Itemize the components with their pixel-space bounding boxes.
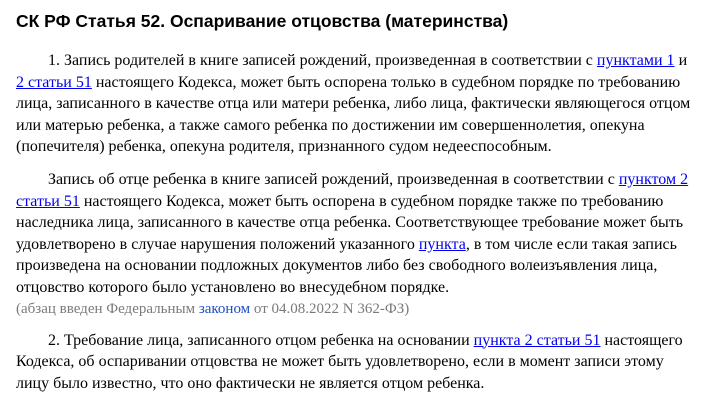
- paragraph-3: [16, 330, 692, 395]
- paragraph-2: [16, 169, 692, 299]
- paragraph-1-text-b: и: [674, 52, 688, 69]
- article-title: СК РФ Статья 52. Оспаривание отцовства (материнства): [16, 11, 509, 31]
- amendment-note-text-a: (абзац введен Федеральным: [16, 300, 199, 317]
- paragraph-2-text-b: настоящего Кодекса, может быть оспорена в судебном порядке также по требованию наследника лица, записанного в качестве отца ребенка. Соответствующее требование может быть удовлетворено в случае нарушения положений указанного: [16, 192, 684, 253]
- link-article-51-point-2[interactable]: 2 статьи 51: [16, 73, 92, 91]
- amendment-note: [16, 299, 692, 319]
- paragraph-3-text-b: настоящего Кодекса, об оспаривании отцовства не может быть удовлетворено, если в момент записи этому лицу было известно, что оно фактически не является отцом ребенка.: [16, 331, 683, 392]
- amendment-note-text-b: от 04.08.2022 N 362-ФЗ): [250, 300, 410, 317]
- paragraph-3-text-a: 2. Требование лица, записанного отцом ребенка на основании: [48, 331, 474, 349]
- paragraph-2-text-c: , в том числе если такая запись произведена на основании подложных документов либо без свободного волеизъявления лица, отцовство которого было установлено во внесудебном порядке.: [16, 235, 677, 296]
- paragraph-1-text-c: настоящего Кодекса, может быть оспорена только в судебном порядке по требованию лица, записанного в качестве отца или матери ребенка, либо лица, фактически являющегося отцом или матерью ребенка, а также самого ребенка по достижении им совершеннолетия, опекуна (попечителя) ребенка, опекуна родителя, признанного судом недееспособным.: [16, 73, 691, 156]
- link-article-51-points[interactable]: пунктами 1: [596, 52, 675, 69]
- link-point[interactable]: пункта: [418, 235, 466, 253]
- paragraph-1-text-a: 1. Запись родителей в книге записей рождений, произведенная в соответствии с: [48, 52, 597, 69]
- paragraph-2-text-a: Запись об отце ребенка в книге записей рождений, произведенная в соответствии с: [48, 170, 619, 188]
- link-federal-law[interactable]: законом: [198, 300, 251, 317]
- link-point-2-article-51-second[interactable]: пункта 2 статьи 51: [473, 331, 601, 349]
- article: [16, 10, 692, 394]
- paragraph-1: [16, 50, 692, 158]
- link-point-2-article-51[interactable]: пунктом 2 статьи 51: [16, 170, 689, 210]
